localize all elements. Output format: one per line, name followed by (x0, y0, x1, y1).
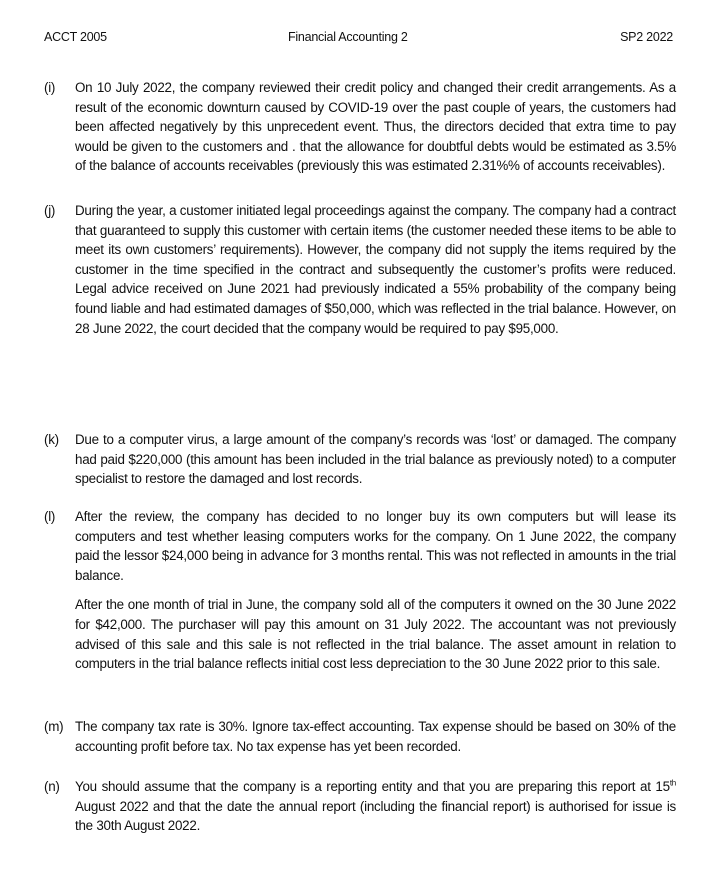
item-k (44, 430, 676, 489)
item-l (44, 507, 676, 674)
header-term: SP2 2022 (620, 30, 673, 44)
item-label: (j) (44, 203, 56, 218)
item-text: During the year, a customer initiated legal proceedings against the company. The company had a contract that guaranteed to supply this customer with certain items (the customer needed these items to be able to meet its own customers’ requirements). However, the company did not supply the items required by the customer in the time specified in the contract and subsequently the customer’s profits were reduced. Legal advice received on June 2021 had previously indicated a 55% probability of the company being found liable and had estimated damages of $50,000, which was reflected in the trial balance. However, on 28 June 2022, the court decided that the company would be required to pay $95,000. (75, 203, 676, 336)
item-m (44, 717, 676, 756)
item-label: (i) (44, 80, 56, 95)
item-text-part: You should assume that the company is a reporting entity and that you are preparing this report at 15 (75, 779, 670, 794)
item-text: After the one month of trial in June, the company sold all of the computers it owned on the 30 June 2022 for $42,000. The purchaser will pay this amount on 31 July 2022. The accountant was not previously advised of this sale and this sale is not reflected in the trial balance. The asset amount in relation to computers in the trial balance reflects initial cost less depreciation to the 30 June 2022 prior to this sale. (75, 597, 676, 672)
item-text: On 10 July 2022, the company reviewed their credit policy and changed their credit arrangements. As a result of the economic downturn caused by COVID-19 over the past couple of years, the customers had been affected negatively by this unprecedent event. Thus, the directors decided that extra time to pay would be given to the customers and . that the allowance for doubtful debts would be estimated as 3.5% of the balance of accounts receivables (previously this was estimated 2.31%% of accounts receivables). (75, 80, 676, 174)
superscript: th (669, 778, 676, 788)
item-label: (n) (44, 779, 60, 794)
item-text: After the review, the company has decided to no longer buy its own computers but will lease its computers and test whether leasing computers works for the company. On 1 June 2022, the company paid the lessor $24,000 being in advance for 3 months rental. This was not reflected in amounts in the trial balance. (75, 509, 676, 583)
item-text (75, 777, 676, 836)
item-label: (l) (44, 509, 56, 524)
header-course-code: ACCT 2005 (44, 30, 107, 44)
item-i (44, 78, 676, 176)
item-n (44, 777, 676, 836)
item-text: The company tax rate is 30%. Ignore tax-effect accounting. Tax expense should be based on 30% of the accounting profit before tax. No tax expense has yet been recorded. (75, 719, 676, 754)
item-text-part: August 2022 and that the date the annual report (including the financial report) is authorised for issue is the 30th August 2022. (75, 798, 676, 834)
item-text: Due to a computer virus, a large amount of the company’s records was ‘lost’ or damaged. The company had paid $220,000 (this amount has been included in the trial balance as previously noted) to a computer specialist to restore the damaged and lost records. (75, 432, 676, 487)
header-course-name: Financial Accounting 2 (288, 30, 408, 44)
item-label: (k) (44, 432, 59, 447)
item-j (44, 201, 676, 338)
item-label: (m) (44, 719, 64, 734)
